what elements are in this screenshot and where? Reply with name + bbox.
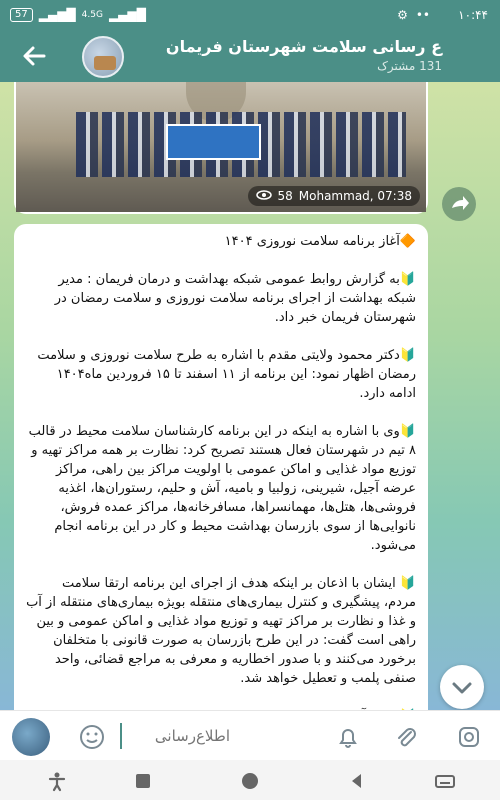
photo-message[interactable] [14, 82, 428, 214]
message-paragraph: 🔰وی با اشاره به اینکه در این برنامه کارشناسان سلامت محیط در قالب ۸ تیم در شهرستان فعال هستند تصریح کرد: نظارت بر همه مراکز تهیه و توزیع مواد غذایی و اماکن عمومی با اولویت مراکز بین راهی، مراکز عرضه آجیل، شیرینی، زولبیا و بامیه، آش و حلیم، رستوران‌ها، اغذیه فروشی‌ها، هتل‌ها، مهمانسراها، مسافرخانه‌ها، مراکز عمده فروش، نانوایی‌ها از سوی بازرسان بهداشت محیط و کار در این برنامه انجام می‌شود. [28, 424, 416, 553]
recents-icon[interactable] [132, 770, 154, 792]
channel-title[interactable]: ع رسانی سلامت شهرستان فریمان [165, 37, 442, 56]
subscriber-count: 131 مشترک [377, 59, 442, 73]
emoji-icon[interactable] [78, 723, 106, 751]
scroll-down-button[interactable] [440, 665, 484, 709]
view-count: 58 [277, 189, 293, 203]
back-arrow-icon[interactable] [20, 42, 50, 70]
status-bar [0, 0, 500, 30]
status-left [10, 8, 146, 22]
message-title: 🔶آغاز برنامه سلامت نوروزی ۱۴۰۴ [224, 234, 416, 249]
battery-indicator: 57 [10, 8, 33, 22]
author-time: Mohammad, 07:38 [298, 189, 412, 203]
message-paragraph: 🔰به گزارش روابط عمومی شبکه بهداشت و درمان فریمان : مدیر شبکه بهداشت از اجرای برنامه سلامت نوروزی و سلامت رمضان در شهرستان فریمان خبر داد. [54, 272, 416, 325]
back-icon[interactable] [346, 770, 368, 792]
text-message[interactable] [14, 224, 428, 724]
status-icons [397, 8, 430, 22]
message-input[interactable] [120, 723, 230, 749]
photo-banner [166, 124, 261, 160]
settings-icon: ⚙ [397, 8, 408, 22]
attach-icon[interactable] [392, 723, 420, 751]
chat-area[interactable] [0, 82, 500, 710]
camera-icon[interactable] [455, 723, 483, 751]
signal-icon-2: ▂▄▆█ [108, 8, 146, 22]
message-paragraph: 🔰دکتر محمود ولایتی مقدم با اشاره به طرح سلامت نوروزی و سلامت رمضان اظهار نمود: این برنامه از ۱۱ اسفند تا ۱۵ فروردین ماه۱۴۰۴ ادامه دارد. [37, 348, 416, 401]
keyboard-icon[interactable] [434, 770, 456, 792]
clock: ۱۰:۴۴ [458, 8, 488, 22]
send-as-avatar[interactable] [12, 718, 50, 756]
channel-header [0, 30, 500, 82]
network-type: 4.5G [81, 10, 103, 20]
signal-icon: ▂▄▆█ [38, 8, 76, 22]
message-paragraph: 🔰 ایشان با اذعان بر اینکه هدف از اجرای این برنامه ارتقا سلامت مردم، پیشگیری و کنترل بیماری‌های منتقله بویژه بیماری‌های منتقله از آب و غذا و نظارت بر مراکز تهیه و توزیع مواد غذایی و اماکن عمومی و بین راهی است گفت: در این طرح بازرسان به صورت قانونی با متخلفان برخورد می‌کنند و با صدور اخطاریه و معرفی به مراجع قضائی، واحد صنفی پلمب و تعطیل خواهد شد. [26, 576, 416, 686]
accessibility-icon[interactable] [46, 770, 68, 792]
bell-icon[interactable] [334, 723, 362, 751]
notification-dots-icon: •• [415, 8, 430, 22]
home-icon[interactable] [239, 770, 261, 792]
eye-icon [256, 189, 272, 203]
message-meta [248, 186, 421, 206]
composer-bar [0, 710, 500, 760]
share-icon[interactable] [442, 187, 476, 221]
channel-avatar[interactable] [82, 36, 124, 78]
system-nav-bar [0, 760, 500, 800]
